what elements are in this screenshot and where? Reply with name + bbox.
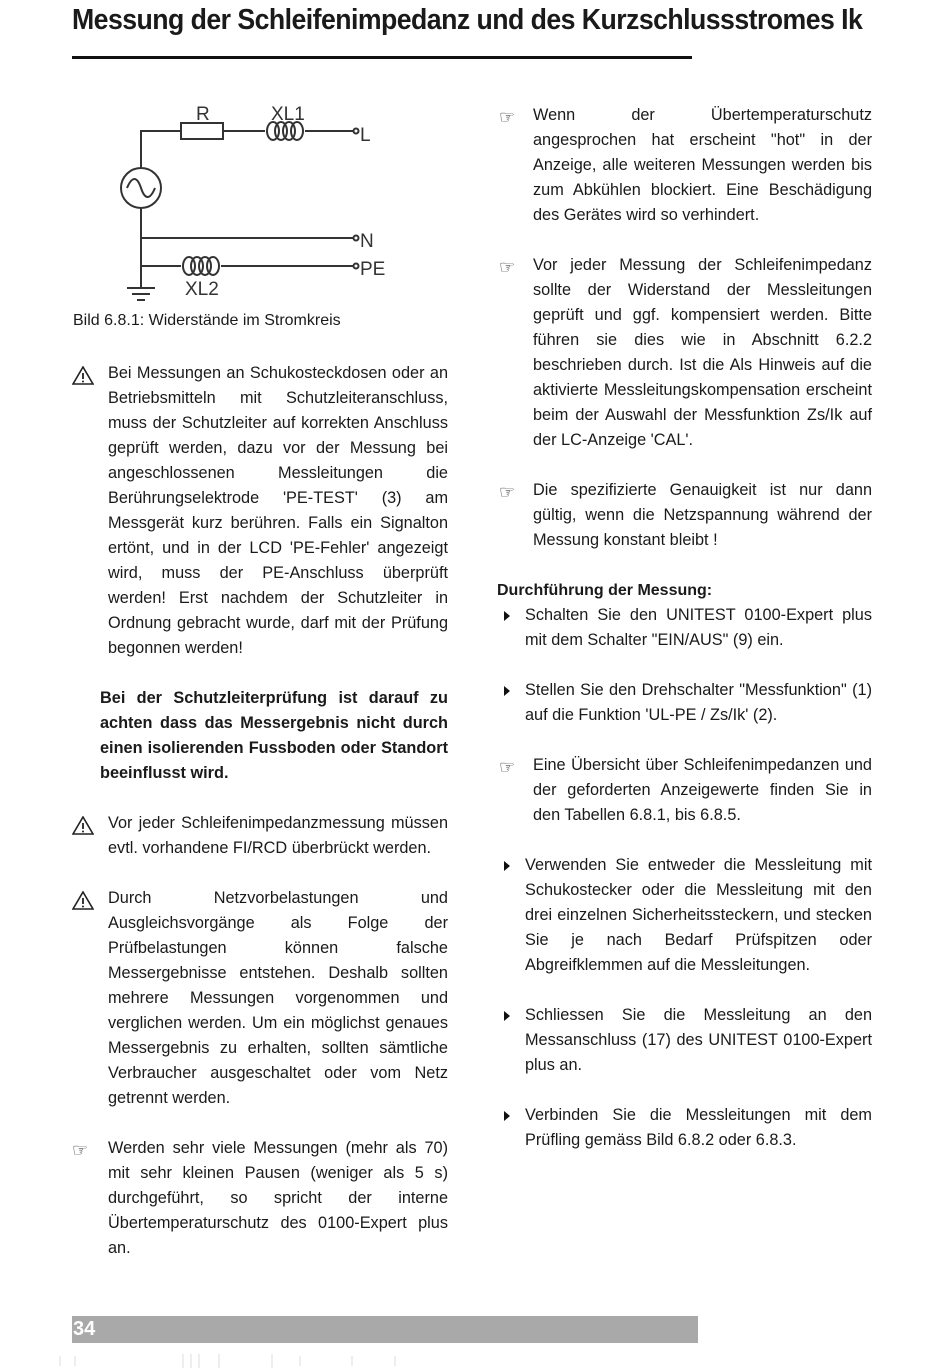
left-column	[72, 361, 448, 1261]
note-text: Die spezifizierte Genauigkeit ist nur dann gültig, wenn die Netzspannung während der Messung konstant bleibt !	[533, 481, 872, 549]
label-n: N	[360, 231, 374, 252]
circuit-diagram	[105, 98, 405, 308]
note-text: Vor jeder Messung der Schleifenimpedanz sollte der Widerstand der Messleitungen geprüft und ggf. kompensiert werden. Bitte führen sie dies wie in Abschnitt 6.2.2 beschrieben durch. Ist die Als Hinweis auf die aktivierte Messleitungskompensation erscheint beim der Auswahl der Messfunktion Zs/Ik auf der LC-Anzeige 'CAL'.	[533, 256, 872, 449]
terminal-l	[354, 129, 359, 134]
ground-symbol	[127, 288, 155, 300]
warning-text: Durch Netzvorbelastungen und Ausgleichsvorgänge als Folge der Prüfbelastungen können falsche Messergebnisse entstehen. Deshalb sollten mehrere Messungen vorgenommen und verglichen werden. Um ein möglichst genaues Messergebnis zu erhalten, sollten sämtliche Verbraucher ausgeschaltet oder vom Netz getrennt werden.	[108, 889, 448, 1107]
note-overtemp	[72, 1136, 448, 1261]
sine-wave	[127, 179, 155, 197]
step-item	[497, 1003, 872, 1078]
step-text: Schliessen Sie die Messleitung an den Messanschluss (17) des UNITEST 0100-Expert plus an.	[525, 1006, 872, 1074]
warning-triangle-icon	[72, 365, 98, 385]
bullet-triangle-icon	[504, 1111, 510, 1121]
label-r: R	[196, 104, 210, 125]
note-tables	[497, 753, 872, 828]
step-item	[497, 1103, 872, 1153]
warning-triangle-icon	[72, 815, 98, 835]
label-xl2: XL2	[185, 279, 219, 300]
note-lead-compensation	[497, 253, 872, 453]
step-text: Schalten Sie den UNITEST 0100-Expert plus mit dem Schalter "EIN/AUS" (9) ein.	[525, 606, 872, 649]
resistor-r	[181, 123, 223, 139]
figure-caption: Bild 6.8.1: Widerstände im Stromkreis	[73, 312, 341, 329]
footer-bar	[72, 1316, 698, 1343]
scan-marks	[55, 1354, 435, 1368]
step-text: Stellen Sie den Drehschalter "Messfunktion" (1) auf die Funktion 'UL-PE / Zs/Ik' (2).	[525, 681, 872, 724]
step-item	[497, 678, 872, 728]
warning-pe-check	[72, 361, 448, 661]
title-underline	[72, 56, 692, 59]
note-text: Werden sehr viele Messungen (mehr als 70) mit sehr kleinen Pausen (weniger als 5 s) durchgeführt, so spricht der interne Übertemperaturschutz des 0100-Expert plus an.	[108, 1139, 448, 1257]
warning-fi-rcd	[72, 811, 448, 861]
wire-top-left	[141, 131, 181, 168]
terminal-pe	[354, 264, 359, 269]
bullet-triangle-icon	[504, 611, 510, 621]
page-title: Messung der Schleifenimpedanz und des Kurzschlussstromes Ik	[72, 4, 863, 36]
warning-text: Bei Messungen an Schukosteckdosen oder an Betriebsmitteln mit Schutzleiteranschluss, muss der Schutzleiter auf korrekten Anschluss geprüft werden, dazu vor der Messung bei angeschlossenen Messleitungen die Berührungselektrode 'PE-TEST' (3) am Messgerät kurz berühren. Falls ein Signalton ertönt, und in der LCD 'PE-Fehler' angezeigt wird, muss der PE-Anschluss überprüft werden! Erst nachdem der Schutzleiter in Ordnung gebracht wurde, darf mit der Prüfung begonnen werden!	[108, 364, 448, 657]
note-hot-display	[497, 103, 872, 228]
bullet-triangle-icon	[504, 1011, 510, 1021]
step-item	[497, 603, 872, 653]
page-number: 34	[73, 1318, 96, 1340]
warning-triangle-icon	[72, 890, 98, 910]
warning-text: Vor jeder Schleifenimpedanzmessung müssen evtl. vorhandene FI/RCD überbrückt werden.	[108, 814, 448, 857]
pointing-hand-icon: ☞	[499, 482, 516, 502]
section-heading: Durchführung der Messung:	[497, 582, 713, 599]
bullet-triangle-icon	[504, 861, 510, 871]
note-accuracy	[497, 478, 872, 553]
label-pe: PE	[360, 259, 386, 280]
pointing-hand-icon: ☞	[499, 107, 516, 127]
terminal-n	[354, 236, 359, 241]
note-text: Eine Übersicht über Schleifenimpedanzen und der geforderten Anzeigewerte finden Sie in den Tabellen 6.8.1, bis 6.8.5.	[533, 756, 872, 824]
warning-preload	[72, 886, 448, 1111]
step-text: Verbinden Sie die Messleitungen mit dem Prüfling gemäss Bild 6.8.2 oder 6.8.3.	[525, 1106, 872, 1149]
inductor-xl2	[183, 257, 219, 275]
bold-note: Bei der Schutzleiterprüfung ist darauf zu achten dass das Messergebnis nicht durch einen isolierenden Fussboden oder Standort beeinflusst wird.	[100, 689, 448, 782]
right-column	[497, 103, 872, 1153]
step-text: Verwenden Sie entweder die Messleitung mit Schukostecker oder die Messleitung mit den drei einzelnen Sicherheitssteckern, und stecken Sie je nach Bedarf Prüfspitzen oder Abgreifklemmen auf die Messleitungen.	[525, 856, 872, 974]
pointing-hand-icon: ☞	[499, 757, 516, 777]
label-l: L	[360, 125, 371, 146]
label-xl1: XL1	[271, 104, 305, 125]
pointing-hand-icon: ☞	[499, 257, 516, 277]
bullet-triangle-icon	[504, 686, 510, 696]
note-text: Wenn der Übertemperaturschutz angesprochen hat erscheint "hot" in der Anzeige, alle weiteren Messungen werden bis zum Abkühlen blockiert. Eine Beschädigung des Gerätes wird so verhindert.	[533, 106, 872, 224]
pointing-hand-icon: ☞	[72, 1140, 89, 1160]
step-item	[497, 853, 872, 978]
